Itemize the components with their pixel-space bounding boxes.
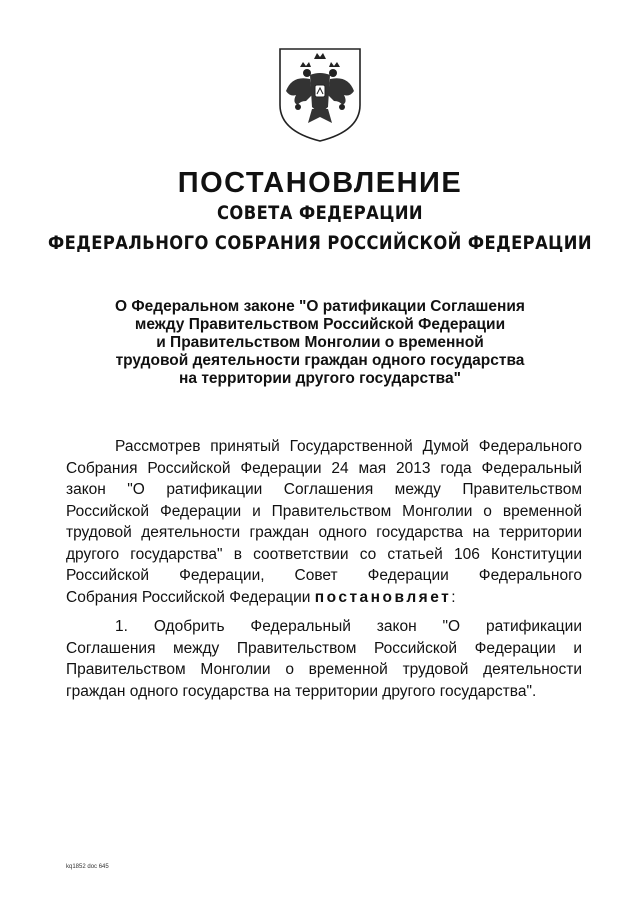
document-subject [75, 298, 565, 388]
paragraph-line: Правительством Монголии о временной трудовой деятельности [66, 661, 582, 678]
paragraph-line: Рассмотрев принятый Государственной Думой Федерального [115, 438, 582, 455]
document-subtitle-line2: ФЕДЕРАЛЬНОГО СОБРАНИЯ РОССИЙСКОЙ ФЕДЕРАЦИИ [48, 232, 592, 254]
paragraph-line: закон "О ратификации Соглашения между Правительством [66, 481, 582, 498]
paragraph-line: другого государства" в соответствии со статьей 106 Конституции [66, 545, 582, 563]
paragraph-line-text: Собрания Российской Федерации [66, 588, 311, 606]
paragraph-line-last [66, 587, 582, 609]
paragraph-line: Соглашения между Правительством Российской Федерации и [66, 639, 582, 657]
footer-code: kq1852 doc 645 [66, 864, 109, 870]
document-title: ПОСТАНОВЛЕНИЕ [177, 167, 463, 199]
coat-of-arms-icon [270, 45, 370, 145]
paragraph-line: Собрания Российской Федерации 24 мая 2013 года Федеральный [66, 459, 582, 477]
decision-word: постановляет [314, 588, 452, 606]
paragraph-line: граждан одного государства на территории другого государства". [66, 682, 537, 700]
document-subtitle-line1: СОВЕТА ФЕДЕРАЦИИ [216, 202, 424, 224]
subject-line: трудовой деятельности граждан одного государства [115, 352, 525, 369]
subject-line: О Федеральном законе "О ратификации Соглашения [115, 298, 525, 315]
paragraph-line: 1. Одобрить Федеральный закон "О ратификации [115, 618, 582, 635]
paragraph-line: Российской Федерации и Правительством Монголии о временной [66, 502, 582, 520]
paragraph-item-1 [66, 616, 582, 702]
subject-line: и Правительством Монголии о временной [156, 334, 484, 351]
paragraph-line: трудовой деятельности граждан одного государства на территории [66, 524, 582, 541]
decision-colon: : [451, 588, 456, 606]
subject-line: между Правительством Российской Федерации [134, 316, 506, 333]
subject-line: на территории другого государства" [179, 370, 461, 387]
paragraph-line: Российской Федерации, Совет Федерации Федерального [66, 567, 582, 584]
paragraph-preamble [66, 436, 582, 608]
